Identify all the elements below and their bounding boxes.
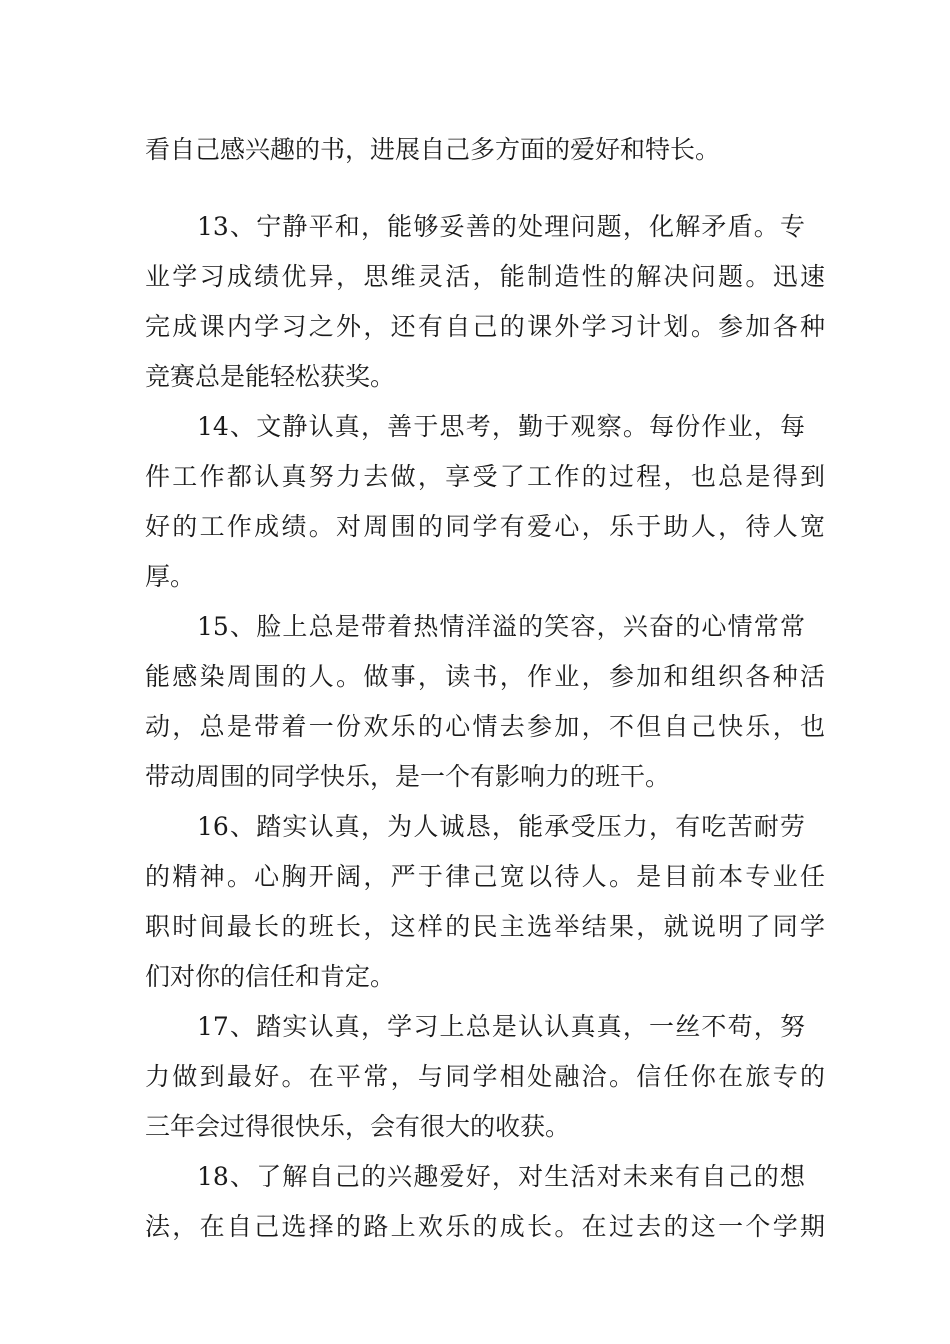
- text-line: 三年会过得很快乐，会有很大的收获。: [145, 1112, 571, 1141]
- text-line: 厚。: [145, 562, 196, 591]
- text-line: 件工作都认真努力去做，享受了工作的过程，也总是得到: [145, 462, 825, 491]
- text-line: 动，总是带着一份欢乐的心情去参加，不但自己快乐，也: [145, 712, 825, 741]
- paragraph-18-line-1: 18、了解自己的兴趣爱好，对生活对未来有自己的想: [197, 1162, 805, 1191]
- text-line: 职时间最长的班长，这样的民主选举结果，就说明了同学: [145, 912, 825, 941]
- text-line: 带动周围的同学快乐，是一个有影响力的班干。: [145, 762, 671, 791]
- text-line: 竞赛总是能轻松获奖。: [145, 362, 396, 391]
- paragraph-14-line-1: 14、文静认真，善于思考，勤于观察。每份作业，每: [197, 412, 805, 441]
- text-line: 力做到最好。在平常，与同学相处融洽。信任你在旅专的: [145, 1062, 825, 1091]
- text-line: 好的工作成绩。对周围的同学有爱心，乐于助人，待人宽: [145, 512, 825, 541]
- paragraph-16-line-1: 16、踏实认真，为人诚恳，能承受压力，有吃苦耐劳: [197, 812, 805, 841]
- paragraph-17-line-1: 17、踏实认真，学习上总是认认真真，一丝不苟，努: [197, 1012, 805, 1041]
- text-line: 法，在自己选择的路上欢乐的成长。在过去的这一个学期: [145, 1212, 825, 1241]
- text-line: 完成课内学习之外，还有自己的课外学习计划。参加各种: [145, 312, 825, 341]
- text-line: 业学习成绩优异，思维灵活，能制造性的解决问题。迅速: [145, 262, 825, 291]
- text-line: 能感染周围的人。做事，读书，作业，参加和组织各种活: [145, 662, 825, 691]
- text-line: 的精神。心胸开阔，严于律己宽以待人。是目前本专业任: [145, 862, 825, 891]
- paragraph-15-line-1: 15、脸上总是带着热情洋溢的笑容，兴奋的心情常常: [197, 612, 805, 641]
- text-line: 们对你的信任和肯定。: [145, 962, 396, 991]
- paragraph-13-line-1: 13、宁静平和，能够妥善的处理问题，化解矛盾。专: [197, 212, 805, 241]
- text-line: 看自己感兴趣的书，进展自己多方面的爱好和特长。: [145, 135, 721, 164]
